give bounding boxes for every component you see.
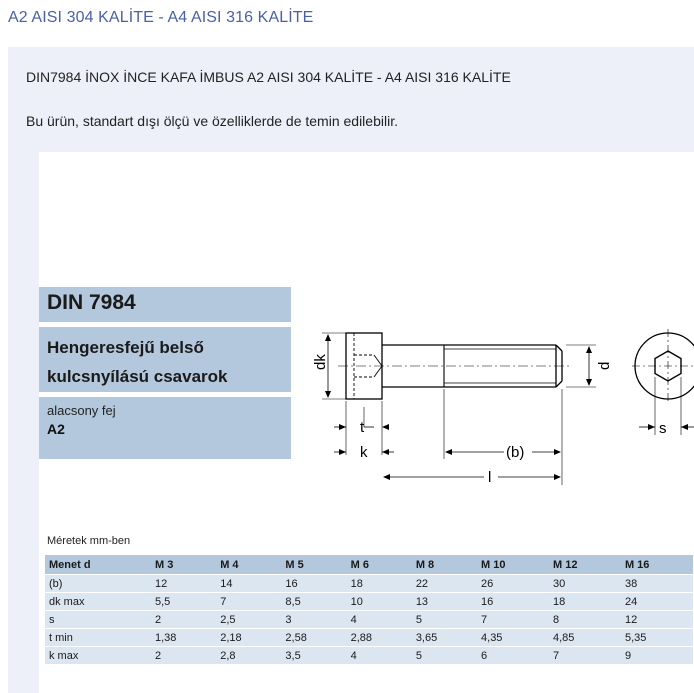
- row-label: (b): [45, 575, 151, 593]
- figure-subtitle-line1: Hengeresfejű belső: [47, 338, 204, 357]
- column-header: M 10: [477, 555, 549, 575]
- table-cell: 8,5: [281, 593, 346, 611]
- dim-label-dk: dk: [312, 354, 329, 370]
- table-cell: 2,58: [281, 629, 346, 647]
- table-cell: 16: [281, 575, 346, 593]
- table-cell: 18: [549, 593, 621, 611]
- product-panel: [8, 47, 694, 693]
- figure-subtitle-line2: kulcsnyílású csavarok: [47, 367, 228, 386]
- row-label: dk max: [45, 593, 151, 611]
- table-cell: 3,5: [281, 647, 346, 665]
- page-title: A2 AISI 304 KALİTE - A4 AISI 316 KALİTE: [8, 9, 314, 26]
- table-cell: 12: [621, 611, 693, 629]
- column-header: Menet d: [45, 555, 151, 575]
- table-cell: 38: [621, 575, 693, 593]
- product-description-title: DIN7984 İNOX İNCE KAFA İMBUS A2 AISI 304 KALİTE - A4 AISI 316 KALİTE: [26, 69, 511, 85]
- table-cell: 5: [412, 611, 477, 629]
- row-label: t min: [45, 629, 151, 647]
- units-note: Méretek mm-ben: [47, 535, 131, 547]
- table-cell: 22: [412, 575, 477, 593]
- column-header: M 12: [549, 555, 621, 575]
- dim-label-t: t: [360, 419, 365, 436]
- column-header: M 3: [151, 555, 216, 575]
- figure-grade: A2: [47, 421, 65, 437]
- column-header: M 6: [347, 555, 412, 575]
- table-cell: 26: [477, 575, 549, 593]
- table-cell: 1,38: [151, 629, 216, 647]
- column-header: M 8: [412, 555, 477, 575]
- table-cell: 4,85: [549, 629, 621, 647]
- screw-drawing: [304, 307, 694, 497]
- table-row: [45, 647, 693, 665]
- table-cell: 7: [477, 611, 549, 629]
- table-cell: 5,5: [151, 593, 216, 611]
- table-cell: 16: [477, 593, 549, 611]
- table-row: [45, 629, 693, 647]
- table-cell: 2: [151, 647, 216, 665]
- table-header-row: [45, 555, 693, 575]
- figure-title-box: [39, 287, 291, 322]
- table-cell: 13: [412, 593, 477, 611]
- column-header: M 5: [281, 555, 346, 575]
- dim-label-b: (b): [506, 444, 525, 461]
- table-row: [45, 575, 693, 593]
- product-description-note: Bu ürün, standart dışı ölçü ve özelliklerde de temin edilebilir.: [26, 113, 398, 129]
- row-label: k max: [45, 647, 151, 665]
- table-cell: 30: [549, 575, 621, 593]
- table-row: [45, 593, 693, 611]
- table-cell: 2: [151, 611, 216, 629]
- row-label: s: [45, 611, 151, 629]
- column-header: M 16: [621, 555, 693, 575]
- table-cell: 7: [216, 593, 281, 611]
- figure-title: DIN 7984: [47, 291, 136, 314]
- table-cell: 18: [347, 575, 412, 593]
- table-cell: 9: [621, 647, 693, 665]
- table-cell: 2,8: [216, 647, 281, 665]
- dim-label-s: s: [659, 420, 667, 437]
- table-cell: 5: [412, 647, 477, 665]
- table-cell: 24: [621, 593, 693, 611]
- table-cell: 4: [347, 647, 412, 665]
- table-cell: 14: [216, 575, 281, 593]
- product-figure: [39, 152, 694, 693]
- table-cell: 2,88: [347, 629, 412, 647]
- table-cell: 5,35: [621, 629, 693, 647]
- column-header: M 4: [216, 555, 281, 575]
- table-cell: 2,5: [216, 611, 281, 629]
- table-cell: 6: [477, 647, 549, 665]
- table-cell: 4,35: [477, 629, 549, 647]
- table-cell: 7: [549, 647, 621, 665]
- figure-subtitle: [47, 333, 287, 391]
- figure-note: alacsony fej: [47, 403, 116, 418]
- figure-note-box: [39, 397, 291, 459]
- dim-label-l: l: [488, 469, 492, 486]
- table-row: [45, 611, 693, 629]
- table-cell: 8: [549, 611, 621, 629]
- figure-subtitle-box: [39, 327, 291, 392]
- dim-label-d: d: [596, 361, 613, 370]
- table-cell: 10: [347, 593, 412, 611]
- dim-label-k: k: [360, 444, 368, 461]
- table-cell: 4: [347, 611, 412, 629]
- table-cell: 2,18: [216, 629, 281, 647]
- table-cell: 3: [281, 611, 346, 629]
- table-cell: 12: [151, 575, 216, 593]
- dimension-table: [45, 555, 693, 664]
- table-cell: 3,65: [412, 629, 477, 647]
